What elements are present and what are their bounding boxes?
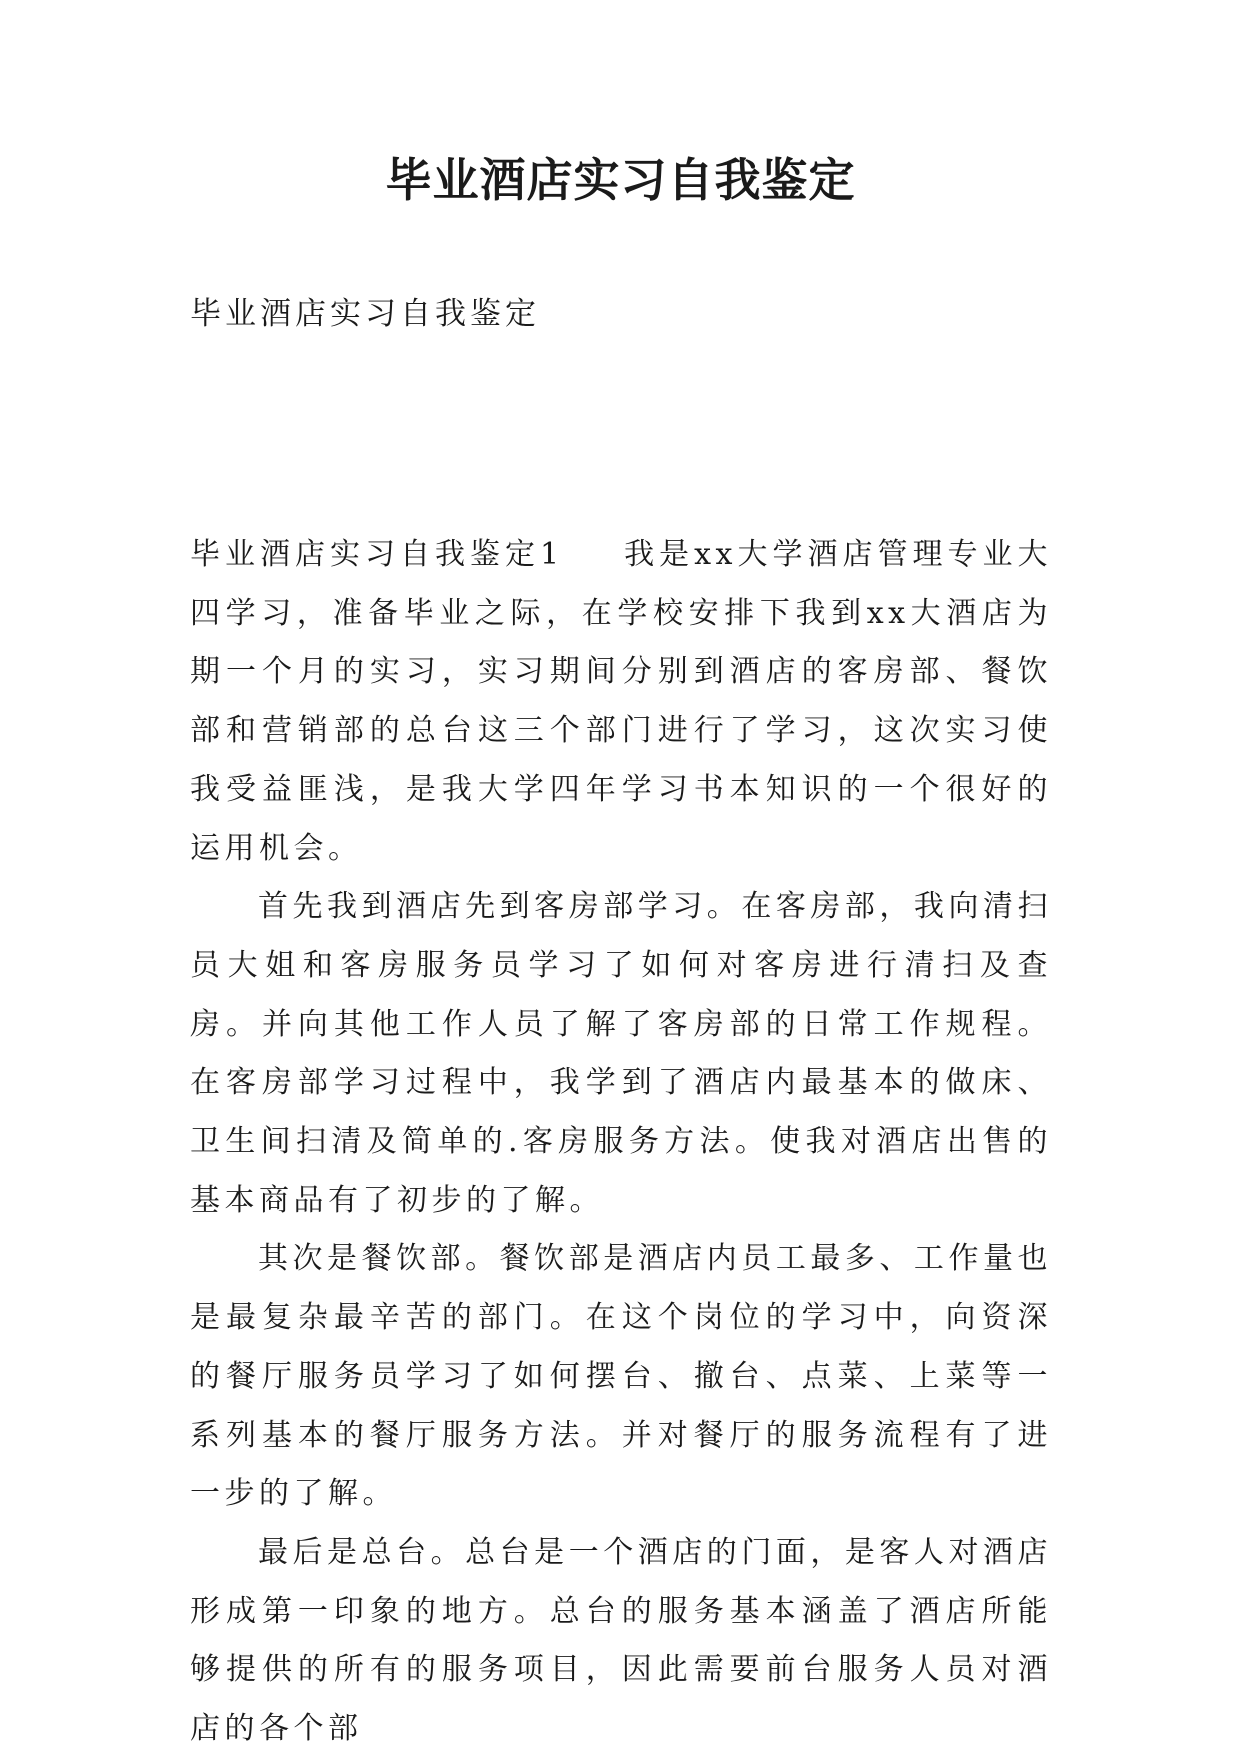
paragraph-4: 最后是总台。总台是一个酒店的门面，是客人对酒店形成第一印象的地方。总台的服务基本涵盖了酒店所能够提供的所有的服务项目，因此需要前台服务人员对酒店的各个部 (190, 1534, 1052, 1747)
document-subtitle: 毕业酒店实习自我鉴定 (190, 296, 540, 332)
paragraph-2: 首先我到酒店先到客房部学习。在客房部，我向清扫员大姐和客房服务员学习了如何对客房进行清扫及查房。并向其他工作人员了解了客房部的日常工作规程。在客房部学习过程中，我学到了酒店内最基本的做床、卫生间扫清及简单的.客房服务方法。使我对酒店出售的基本商品有了初步的了解。 (190, 889, 1052, 1218)
document-title: 毕业酒店实习自我鉴定 (385, 153, 856, 207)
paragraph-1 (190, 526, 1052, 878)
paragraph-1-lead: 毕业酒店实习自我鉴定1 (190, 537, 564, 572)
paragraph-3: 其次是餐饮部。餐饮部是酒店内员工最多、工作量也是最复杂最辛苦的部门。在这个岗位的学习中，向资深的餐厅服务员学习了如何摆台、撤台、点菜、上菜等一系列基本的餐厅服务方法。并对餐厅的服务流程有了进一步的了解。 (190, 1241, 1052, 1512)
document-body (190, 526, 1052, 1759)
paragraph-1-text: 我是xx大学酒店管理专业大四学习，准备毕业之际，在学校安排下我到xx大酒店为期一个月的实习，实习期间分别到酒店的客房部、餐饮部和营销部的总台这三个部门进行了学习，这次实习使我受益匪浅，是我大学四年学习书本知识的一个很好的运用机会。 (190, 537, 1052, 866)
